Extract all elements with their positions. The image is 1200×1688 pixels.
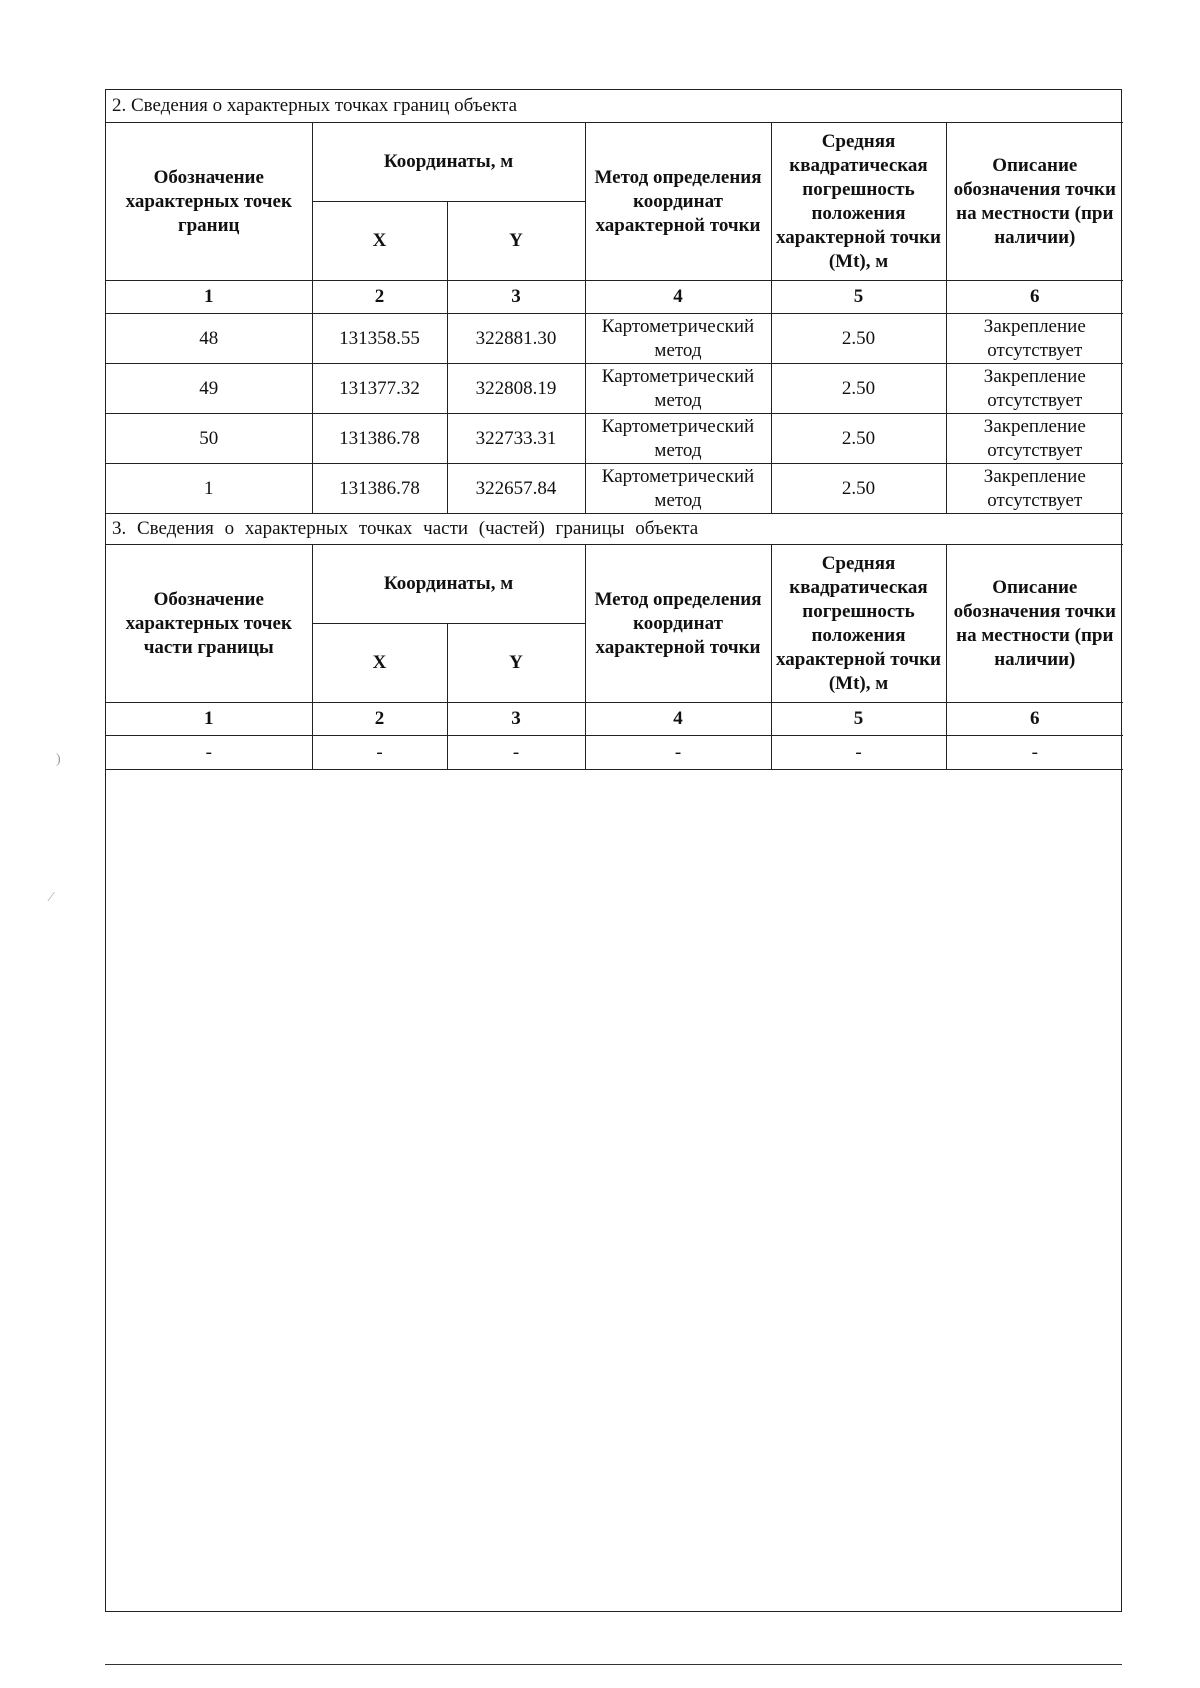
table-row [106, 414, 1123, 464]
column-numbers-row [106, 281, 1123, 314]
coord-x: 131386.78 [312, 464, 447, 514]
header-method: Метод определения координат характерной точки [585, 123, 771, 281]
footer-divider [105, 1664, 1122, 1665]
header-description: Описание обозначения точки на местности (при наличии) [946, 123, 1123, 281]
point-description: Закрепление отсутствует [946, 464, 1123, 514]
column-numbers-row [106, 703, 1123, 736]
method: Картометрический метод [585, 314, 771, 364]
col-number: 1 [106, 281, 312, 314]
method: Картометрический метод [585, 414, 771, 464]
header-y: Y [447, 624, 585, 703]
section3-title: 3. Сведения о характерных точках части (частей) границы объекта [106, 514, 1123, 545]
document-frame [105, 89, 1122, 1612]
header-coords: Координаты, м [312, 545, 585, 624]
header-coords: Координаты, м [312, 123, 585, 202]
point-id: 48 [106, 314, 312, 364]
point-id: 49 [106, 364, 312, 414]
section2-title: 2. Сведения о характерных точках границ объекта [106, 90, 1123, 123]
point-description: Закрепление отсутствует [946, 364, 1123, 414]
header-x: X [312, 202, 447, 281]
coord-x: 131386.78 [312, 414, 447, 464]
col-number: 3 [447, 703, 585, 736]
mt-error: 2.50 [771, 314, 946, 364]
header-x: X [312, 624, 447, 703]
col-number: 2 [312, 703, 447, 736]
header-error: Средняя квадратическая погрешность положения характерной точки (Mt), м [771, 545, 946, 703]
col-number: 1 [106, 703, 312, 736]
coord-y: 322808.19 [447, 364, 585, 414]
point-id: - [106, 736, 312, 770]
point-description: - [946, 736, 1123, 770]
coord-x: 131377.32 [312, 364, 447, 414]
point-description: Закрепление отсутствует [946, 314, 1123, 364]
table-row [106, 364, 1123, 414]
coord-y: 322881.30 [447, 314, 585, 364]
method: Картометрический метод [585, 364, 771, 414]
col-number: 6 [946, 703, 1123, 736]
header-designation: Обозначение характерных точек границ [106, 123, 312, 281]
method: - [585, 736, 771, 770]
coord-y: - [447, 736, 585, 770]
point-description: Закрепление отсутствует [946, 414, 1123, 464]
col-number: 6 [946, 281, 1123, 314]
boundary-points-table [106, 90, 1123, 770]
table-row [106, 314, 1123, 364]
mt-error: 2.50 [771, 464, 946, 514]
coord-y: 322733.31 [447, 414, 585, 464]
header-method: Метод определения координат характерной точки [585, 545, 771, 703]
header-y: Y [447, 202, 585, 281]
header-error: Средняя квадратическая погрешность положения характерной точки (Mt), м [771, 123, 946, 281]
col-number: 5 [771, 281, 946, 314]
method: Картометрический метод [585, 464, 771, 514]
table-row [106, 736, 1123, 770]
col-number: 2 [312, 281, 447, 314]
scan-artifact: ) [56, 752, 61, 767]
coord-x: - [312, 736, 447, 770]
point-id: 50 [106, 414, 312, 464]
table-row [106, 464, 1123, 514]
point-id: 1 [106, 464, 312, 514]
col-number: 5 [771, 703, 946, 736]
col-number: 4 [585, 703, 771, 736]
coord-x: 131358.55 [312, 314, 447, 364]
col-number: 4 [585, 281, 771, 314]
header-designation: Обозначение характерных точек части границы [106, 545, 312, 703]
header-description: Описание обозначения точки на местности (при наличии) [946, 545, 1123, 703]
mt-error: - [771, 736, 946, 770]
col-number: 3 [447, 281, 585, 314]
mt-error: 2.50 [771, 414, 946, 464]
coord-y: 322657.84 [447, 464, 585, 514]
scan-artifact: ⁄ [50, 890, 53, 905]
mt-error: 2.50 [771, 364, 946, 414]
